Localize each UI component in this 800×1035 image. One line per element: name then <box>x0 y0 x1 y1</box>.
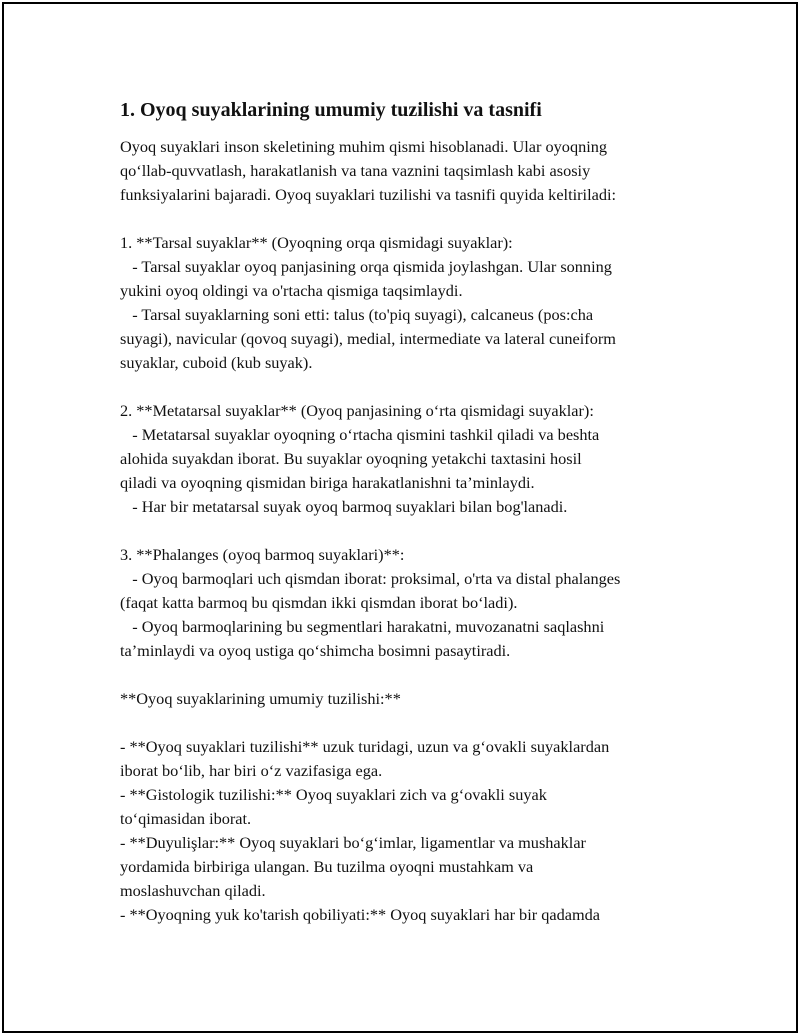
text-line: - Oyoq barmoqlari uch qismdan iborat: proksimal, o'rta va distal phalanges <box>120 569 621 588</box>
text-line: yordamida birbiriga ulangan. Bu tuzilma oyoqni mustahkam va <box>120 857 534 876</box>
section-title: 1. Oyoq suyaklarining umumiy tuzilishi va tasnifi <box>120 99 542 121</box>
general-heading: **Oyoq suyaklarining umumiy tuzilishi:** <box>120 689 401 708</box>
list-item: - **Duyulişlar:** Oyoq suyaklari bo‘g‘imlar, ligamentlar va mushaklar <box>120 833 586 852</box>
list-item: - **Gistologik tuzilishi:** Oyoq suyaklari zich va g‘ovakli suyak <box>120 785 547 804</box>
blank-line <box>120 711 720 735</box>
document-page <box>2 2 798 1033</box>
text-line: 2. **Metatarsal suyaklar** (Oyoq panjasining o‘rta qismidagi suyaklar): <box>120 401 594 420</box>
list-item: - **Oyoq suyaklari tuzilishi** uzuk turidagi, uzun va g‘ovakli suyaklardan <box>120 737 610 756</box>
phalanges-section <box>120 543 720 663</box>
text-line: alohida suyakdan iborat. Bu suyaklar oyoqning yetakchi taxtasini hosil <box>120 449 582 468</box>
text-line: Oyoq suyaklari inson skeletining muhim qismi hisoblanadi. Ular oyoqning <box>120 137 608 156</box>
text-line: yukini oyoq oldingi va o'rtacha qismiga taqsimlaydi. <box>120 281 463 300</box>
text-line: 3. **Phalanges (oyoq barmoq suyaklari)**: <box>120 545 405 564</box>
intro-paragraph <box>120 135 720 207</box>
text-line: - Oyoq barmoqlarining bu segmentlari harakatni, muvozanatni saqlashni <box>120 617 605 636</box>
text-line: qiladi va oyoqning qismidan biriga harakatlanishni ta’minlaydi. <box>120 473 535 492</box>
text-line: funksiyalarini bajaradi. Oyoq suyaklari tuzilishi va tasnifi quyida keltiriladi: <box>120 185 617 204</box>
text-line: (faqat katta barmoq bu qismdan ikki qismdan iborat bo‘ladi). <box>120 593 518 612</box>
blank-line <box>120 519 720 543</box>
text-line: suyaklar, cuboid (kub suyak). <box>120 353 313 372</box>
text-line: moslashuvchan qiladi. <box>120 881 266 900</box>
list-item: - **Oyoqning yuk ko'tarish qobiliyati:** Oyoq suyaklari har bir qadamda <box>120 905 600 924</box>
text-line: iborat bo‘lib, har biri o‘z vazifasiga ega. <box>120 761 383 780</box>
text-line: 1. **Tarsal suyaklar** (Oyoqning orqa qismidagi suyaklar): <box>120 233 513 252</box>
text-line: to‘qimasidan iborat. <box>120 809 252 828</box>
text-line: ta’minlaydi va oyoq ustiga qo‘shimcha bosimni pasaytiradi. <box>120 641 511 660</box>
blank-line <box>120 207 720 231</box>
tarsal-section <box>120 231 720 375</box>
general-list <box>120 735 720 927</box>
text-line: - Tarsal suyaklar oyoq panjasining orqa qismida joylashgan. Ular sonning <box>120 257 612 276</box>
text-line: - Har bir metatarsal suyak oyoq barmoq suyaklari bilan bog'lanadi. <box>120 497 568 516</box>
metatarsal-section <box>120 399 720 519</box>
document-content <box>120 98 720 927</box>
text-line: - Tarsal suyaklarning soni etti: talus (to'piq suyagi), calcaneus (pos:cha <box>120 305 594 324</box>
blank-line <box>120 663 720 687</box>
blank-line <box>120 375 720 399</box>
text-line: suyagi), navicular (qovoq suyagi), medial, intermediate va lateral cuneiform <box>120 329 616 348</box>
text-line: qo‘llab-quvvatlash, harakatlanish va tana vaznini taqsimlash kabi asosiy <box>120 161 591 180</box>
text-line: - Metatarsal suyaklar oyoqning o‘rtacha qismini tashkil qiladi va beshta <box>120 425 600 444</box>
